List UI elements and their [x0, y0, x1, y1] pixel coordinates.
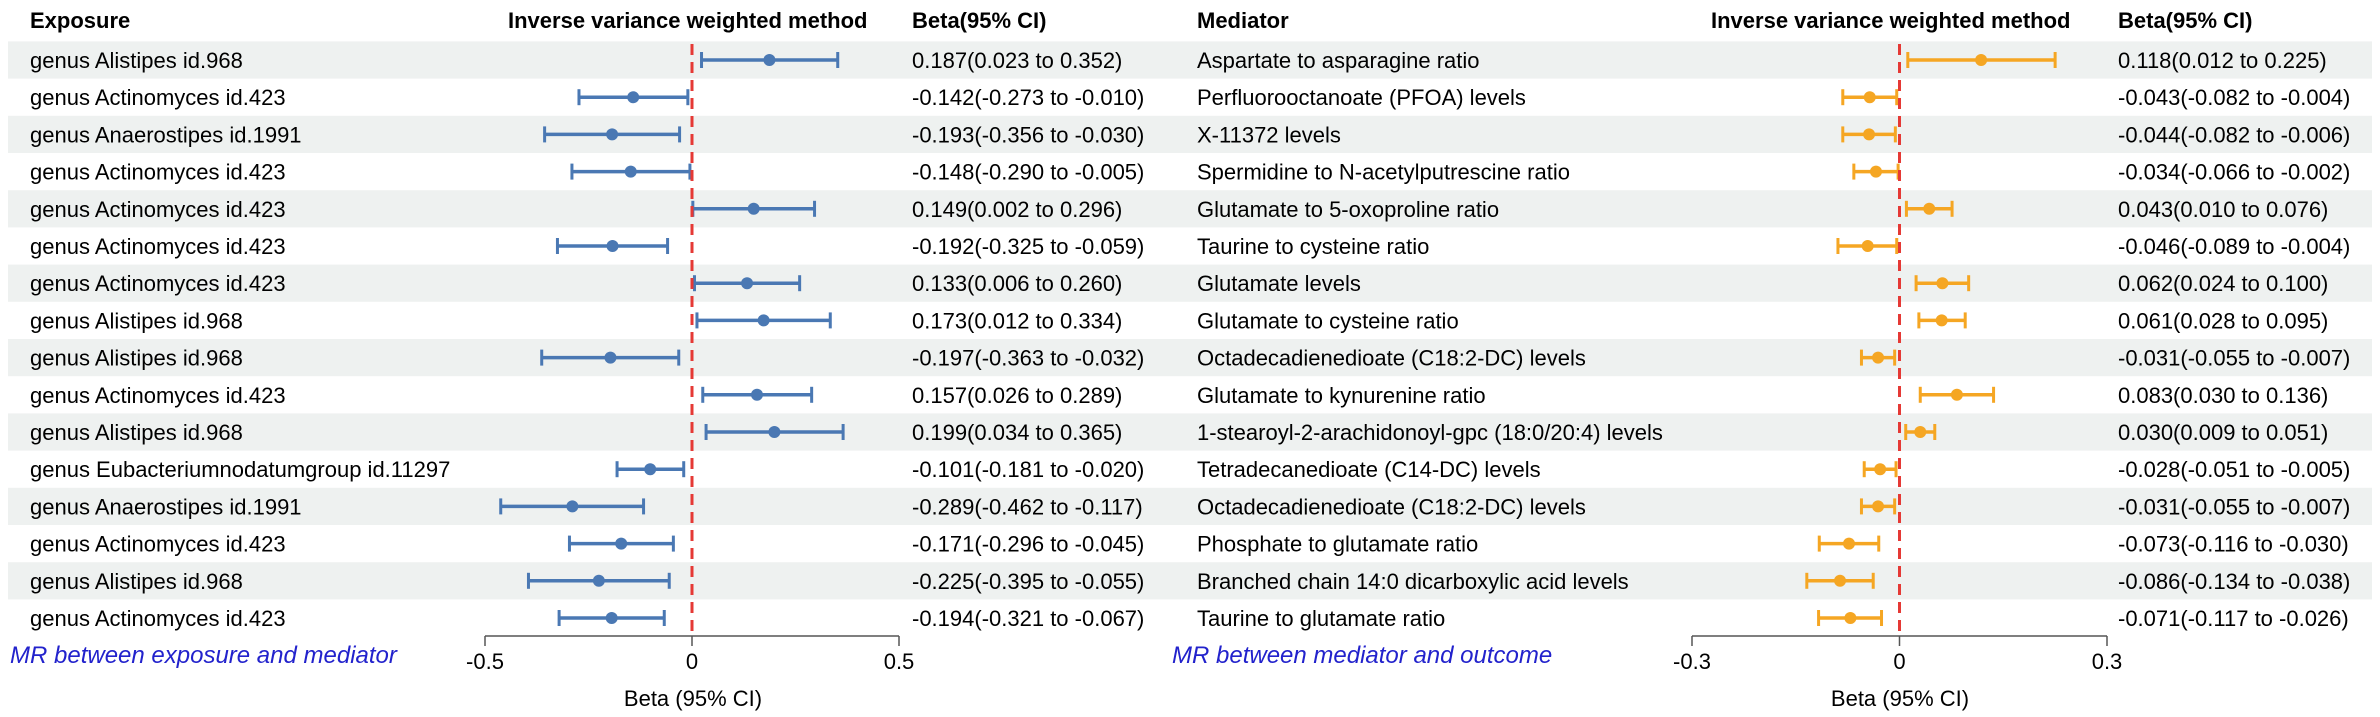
beta-ci-text: -0.073(-0.116 to -0.030) — [2118, 531, 2349, 557]
x-axis-title-right: Beta (95% CI) — [1830, 686, 1970, 711]
beta-ci-text: 0.187(0.023 to 0.352) — [912, 48, 1123, 73]
row-label: Glutamate to cysteine ratio — [1197, 308, 1459, 334]
row-label: Taurine to glutamate ratio — [1197, 606, 1446, 631]
point-estimate — [768, 426, 780, 438]
point-estimate — [606, 128, 618, 140]
row-label: Octadecadienedioate (C18:2-DC) levels — [1197, 494, 1586, 520]
point-estimate — [644, 463, 656, 475]
row-label: genus Actinomyces id.423 — [30, 159, 286, 185]
beta-ci-text: -0.194(-0.321 to -0.067) — [912, 606, 1145, 631]
row-label: genus Actinomyces id.423 — [30, 606, 286, 631]
beta-ci-text: 0.149(0.002 to 0.296) — [912, 196, 1123, 222]
point-estimate — [615, 538, 627, 550]
row-label: Taurine to cysteine ratio — [1197, 234, 1430, 259]
point-estimate — [625, 166, 637, 178]
point-estimate — [606, 612, 618, 624]
point-estimate — [627, 91, 639, 103]
row-label: Perfluorooctanoate (PFOA) levels — [1197, 85, 1526, 111]
point-estimate — [758, 314, 770, 326]
point-estimate — [604, 352, 616, 364]
row-label: genus Actinomyces id.423 — [30, 531, 286, 557]
beta-ci-text: 0.173(0.012 to 0.334) — [912, 308, 1123, 334]
point-estimate — [1862, 240, 1874, 252]
row-label: genus Actinomyces id.423 — [30, 234, 286, 259]
row-label: genus Alistipes id.968 — [30, 568, 243, 594]
beta-ci-text: 0.061(0.028 to 0.095) — [2118, 308, 2329, 334]
row-stripe — [8, 339, 2372, 376]
beta-ci-text: 0.083(0.030 to 0.136) — [2118, 382, 2329, 408]
row-label: genus Alistipes id.968 — [30, 48, 243, 73]
beta-ci-text: -0.171(-0.296 to -0.045) — [912, 531, 1145, 557]
beta-ci-text: -0.142(-0.273 to -0.010) — [912, 85, 1145, 111]
point-estimate — [607, 240, 619, 252]
x-tick-label: 0 — [685, 649, 699, 674]
header-exposure: Exposure — [30, 8, 131, 33]
row-stripes — [8, 41, 2372, 599]
beta-ci-text: 0.030(0.009 to 0.051) — [2118, 420, 2329, 445]
beta-ci-text: -0.044(-0.082 to -0.006) — [2118, 122, 2351, 148]
beta-ci-text: -0.031(-0.055 to -0.007) — [2118, 345, 2351, 371]
point-estimate — [1975, 54, 1987, 66]
x-axis-title-left: Beta (95% CI) — [623, 686, 763, 711]
point-estimate — [741, 277, 753, 289]
x-tick-label: 0.3 — [2091, 649, 2123, 674]
point-estimate — [763, 54, 775, 66]
x-tick-label: 0 — [1893, 649, 1906, 674]
row-label: Glutamate to 5-oxoproline ratio — [1197, 196, 1500, 222]
beta-ci-text: 0.133(0.006 to 0.260) — [912, 271, 1123, 297]
point-estimate — [1914, 426, 1926, 438]
row-label: 1-stearoyl-2-arachidonoyl-gpc (18:0/20:4) levels — [1197, 420, 1663, 445]
point-estimate — [566, 500, 578, 512]
row-label: Glutamate levels — [1197, 271, 1361, 297]
header-method-left: Inverse variance weighted method — [508, 8, 868, 33]
point-estimate — [1936, 314, 1948, 326]
row-stripe — [8, 190, 2372, 227]
x-axis-left — [466, 636, 914, 674]
row-label: Aspartate to asparagine ratio — [1197, 48, 1480, 73]
beta-ci-text: 0.043(0.010 to 0.076) — [2118, 196, 2329, 222]
row-label: genus Alistipes id.968 — [30, 308, 243, 334]
point-estimate — [1843, 538, 1855, 550]
beta-ci-text: -0.225(-0.395 to -0.055) — [912, 568, 1145, 594]
point-estimate — [1872, 500, 1884, 512]
row-label: genus Anaerostipes id.1991 — [30, 494, 302, 520]
beta-ci-text: -0.046(-0.089 to -0.004) — [2118, 234, 2351, 259]
beta-ci-text: -0.028(-0.051 to -0.005) — [2118, 457, 2351, 483]
header-beta-left: Beta(95% CI) — [912, 8, 1047, 33]
row-label: genus Actinomyces id.423 — [30, 382, 286, 408]
point-estimate — [1936, 277, 1948, 289]
row-stripe — [8, 413, 2372, 450]
caption-left: MR between exposure and mediator — [10, 642, 397, 669]
row-label: genus Actinomyces id.423 — [30, 271, 286, 297]
beta-ci-text: -0.071(-0.117 to -0.026) — [2118, 606, 2349, 631]
beta-ci-text: -0.289(-0.462 to -0.117) — [912, 494, 1143, 520]
row-label: genus Alistipes id.968 — [30, 345, 243, 371]
point-estimate — [1863, 128, 1875, 140]
point-estimate — [748, 203, 760, 215]
point-estimate — [1923, 203, 1935, 215]
row-label: genus Actinomyces id.423 — [30, 196, 286, 222]
point-estimate — [1870, 166, 1882, 178]
row-label: X-11372 levels — [1197, 122, 1341, 148]
row-label: genus Alistipes id.968 — [30, 420, 243, 445]
beta-ci-text: 0.062(0.024 to 0.100) — [2118, 271, 2329, 297]
point-estimate — [1834, 575, 1846, 587]
beta-ci-text: -0.031(-0.055 to -0.007) — [2118, 494, 2351, 520]
row-stripe — [8, 116, 2372, 153]
row-label: genus Anaerostipes id.1991 — [30, 122, 302, 148]
header-mediator: Mediator — [1197, 8, 1289, 33]
beta-ci-text: 0.199(0.034 to 0.365) — [912, 420, 1123, 445]
point-estimate — [1951, 389, 1963, 401]
row-label: Octadecadienedioate (C18:2-DC) levels — [1197, 345, 1586, 371]
header-method-right: Inverse variance weighted method — [1711, 8, 2071, 33]
beta-ci-text: -0.034(-0.066 to -0.002) — [2118, 159, 2351, 185]
row-label: Tetradecanedioate (C14-DC) levels — [1197, 457, 1541, 483]
row-stripe — [8, 488, 2372, 525]
row-label: genus Eubacteriumnodatumgroup id.11297 — [30, 457, 451, 483]
point-estimate — [1844, 612, 1856, 624]
x-axis-right — [1673, 636, 2122, 674]
row-stripe — [8, 562, 2372, 599]
caption-right: MR between mediator and outcome — [1172, 642, 1553, 669]
row-label: Phosphate to glutamate ratio — [1197, 531, 1479, 557]
beta-ci-text: -0.101(-0.181 to -0.020) — [912, 457, 1145, 483]
beta-ci-text: -0.086(-0.134 to -0.038) — [2118, 568, 2351, 594]
row-label: Glutamate to kynurenine ratio — [1197, 382, 1486, 408]
beta-ci-text: -0.197(-0.363 to -0.032) — [912, 345, 1145, 371]
point-estimate — [1874, 463, 1886, 475]
beta-ci-text: -0.192(-0.325 to -0.059) — [912, 234, 1145, 259]
row-label: genus Actinomyces id.423 — [30, 85, 286, 111]
beta-ci-text: 0.157(0.026 to 0.289) — [912, 382, 1123, 408]
point-estimate — [1864, 91, 1876, 103]
beta-ci-text: 0.118(0.012 to 0.225) — [2118, 48, 2327, 73]
row-stripe — [8, 265, 2372, 302]
header-beta-right: Beta(95% CI) — [2118, 8, 2253, 33]
beta-ci-text: -0.148(-0.290 to -0.005) — [912, 159, 1145, 185]
beta-ci-text: -0.193(-0.356 to -0.030) — [912, 122, 1145, 148]
row-label: Branched chain 14:0 dicarboxylic acid levels — [1197, 568, 1629, 594]
x-tick-label: 0.5 — [883, 649, 915, 674]
row-label: Spermidine to N-acetylputrescine ratio — [1197, 159, 1570, 185]
x-tick-label: -0.3 — [1673, 649, 1711, 674]
beta-ci-text: -0.043(-0.082 to -0.004) — [2118, 85, 2351, 111]
x-tick-label: -0.5 — [466, 649, 504, 674]
point-estimate — [1872, 352, 1884, 364]
point-estimate — [751, 389, 763, 401]
point-estimate — [593, 575, 605, 587]
